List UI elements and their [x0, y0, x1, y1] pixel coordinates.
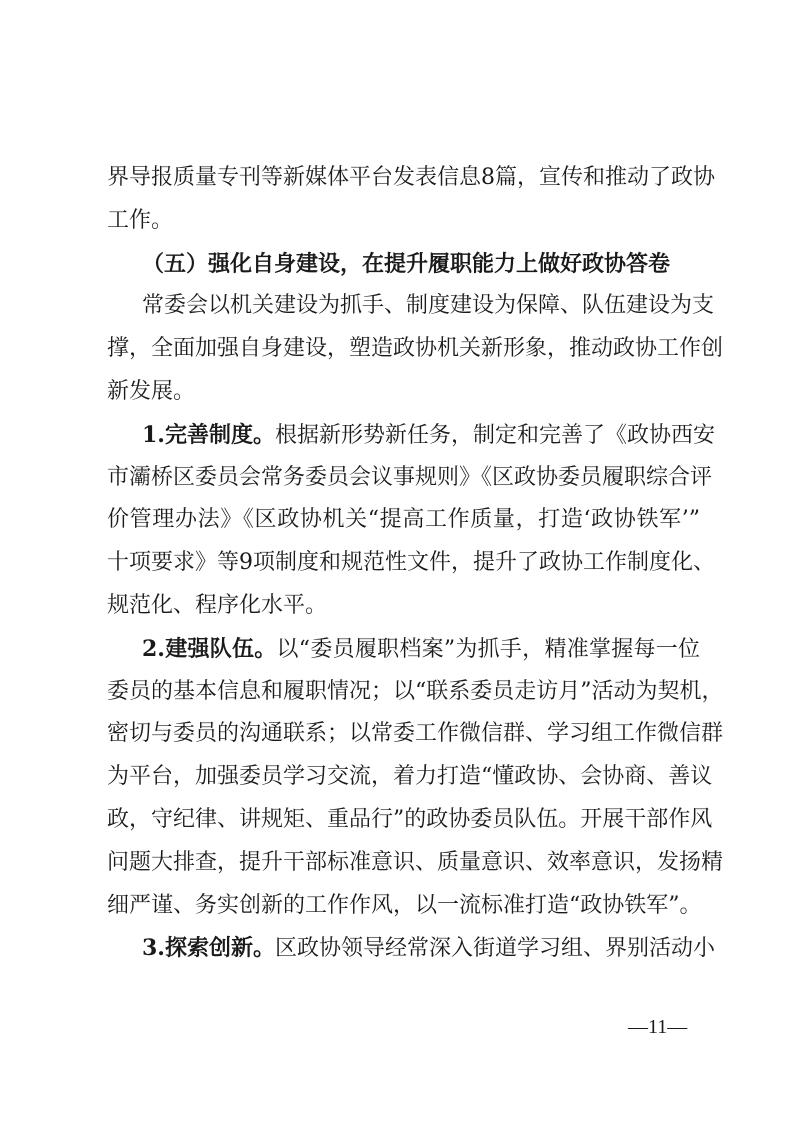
- line-text: 密切与委员的沟通联系；以常委工作微信群、学习组工作微信群: [107, 721, 724, 747]
- line-text: 价管理办法》《区政协机关“提高工作质量，打造‘政协铁军’”: [107, 507, 700, 533]
- line-text: 委员的基本信息和履职情况；以“联系委员走访月”活动为契机，: [107, 678, 724, 704]
- text-line: [142, 634, 700, 664]
- page-number: —11—: [628, 1016, 688, 1038]
- text-line: [107, 463, 713, 493]
- item-lead-title: 2.建强队伍。: [142, 635, 277, 662]
- text-line: [107, 591, 700, 621]
- text-line: [107, 891, 700, 921]
- line-text: 区政协领导经常深入街道学习组、界别活动小: [274, 936, 715, 962]
- line-text: 细严谨、务实创新的工作作风，以一流标准打造“政协铁军”。: [107, 892, 702, 918]
- text-line: [142, 933, 715, 963]
- line-text: 为平台，加强委员学习交流，着力打造“懂政协、会协商、善议: [107, 764, 713, 790]
- text-line: [107, 848, 724, 878]
- text-line: [107, 677, 724, 707]
- line-text: 撑，全面加强自身建设，塑造政协机关新形象，推动政协工作创: [107, 336, 724, 362]
- text-line: [107, 719, 724, 749]
- text-line: [107, 334, 724, 364]
- line-text: 规范化、程序化水平。: [107, 593, 328, 618]
- text-line: [107, 163, 715, 193]
- line-text: 工作。: [107, 207, 174, 233]
- line-text: 问题大排查，提升干部标准意识、质量意识、效率意识，发扬精: [107, 849, 724, 875]
- text-line: [107, 548, 715, 578]
- item-lead-title: 1.完善制度。: [142, 421, 275, 448]
- line-text: 政，守纪律、讲规矩、重品行”的政协委员队伍。开展干部作风: [107, 807, 713, 832]
- line-text: 根据新形势新任务，制定和完善了《政协西安: [274, 422, 715, 448]
- line-text: 界导报质量专刊等新媒体平台发表信息8篇，宣传和推动了政协: [107, 165, 715, 190]
- text-line: [107, 805, 713, 835]
- line-text: 十项要求》等9项制度和规范性文件，提升了政协工作制度化、: [107, 550, 715, 576]
- text-line: [107, 505, 700, 535]
- section-heading: [142, 249, 700, 279]
- text-line: [142, 291, 715, 321]
- line-text: 市灞桥区委员会常务委员会议事规则》《区政协委员履职综合评: [107, 464, 713, 490]
- line-text: 以“委员履职档案”为抓手，精准掌握每一位: [276, 636, 701, 662]
- text-line: [107, 377, 700, 407]
- line-text: 新发展。: [107, 379, 196, 404]
- line-text: 常委会以机关建设为抓手、制度建设为保障、队伍建设为支: [142, 293, 715, 319]
- item-lead-title: 3.探索创新。: [142, 935, 275, 962]
- text-line: [142, 420, 715, 450]
- line-text: （五）强化自身建设，在提升履职能力上做好政协答卷: [142, 250, 671, 277]
- text-line: [107, 762, 713, 792]
- text-line: [107, 206, 700, 236]
